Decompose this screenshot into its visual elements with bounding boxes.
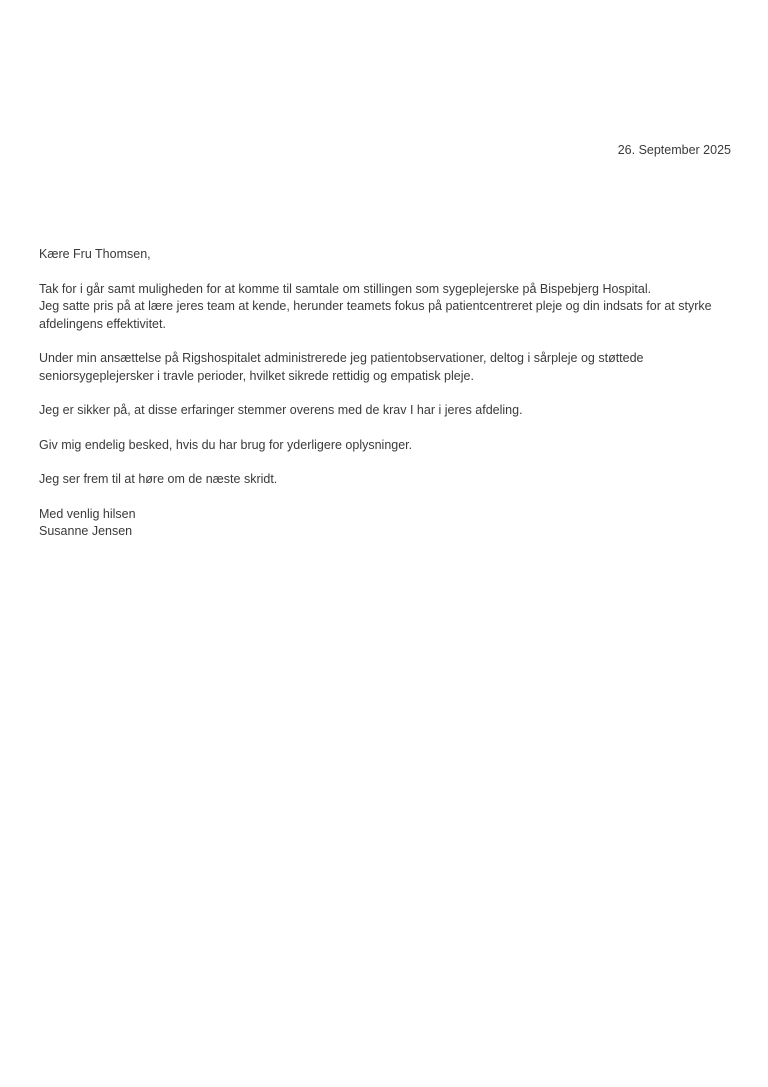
signature: Susanne Jensen xyxy=(39,524,133,538)
paragraph-thanks xyxy=(39,281,731,334)
paragraph-thanks-line-1: Tak for i går samt muligheden for at komme til samtale om stillingen som sygeplejerske på Bispebjerg Hospital. xyxy=(39,281,652,296)
closing-block xyxy=(39,506,731,541)
salutation: Kære Fru Thomsen, xyxy=(39,247,151,261)
paragraph-contact: Giv mig endelig besked, hvis du har brug for yderligere oplysninger. xyxy=(39,437,413,452)
closing: Med venlig hilsen xyxy=(39,506,136,521)
paragraph-experience: Under min ansættelse på Rigshospitalet administrerede jeg patientobservationer, deltog i sårpleje og støttede seniorsygeplejersker i travle perioder, hvilket sikrede rettidig og empatisk pleje. xyxy=(39,351,644,383)
letter-date: 26. September 2025 xyxy=(617,143,731,157)
paragraph-fit: Jeg er sikker på, at disse erfaringer stemmer overens med de krav I har i jeres afdeling. xyxy=(39,403,523,417)
paragraph-next-steps: Jeg ser frem til at høre om de næste skridt. xyxy=(39,472,278,486)
paragraph-thanks-line-2: Jeg satte pris på at lære jeres team at kende, herunder teamets fokus på patientcentreret pleje og din indsats for at styrke afdelingens effektivitet. xyxy=(39,299,712,331)
letter-body xyxy=(39,246,731,558)
